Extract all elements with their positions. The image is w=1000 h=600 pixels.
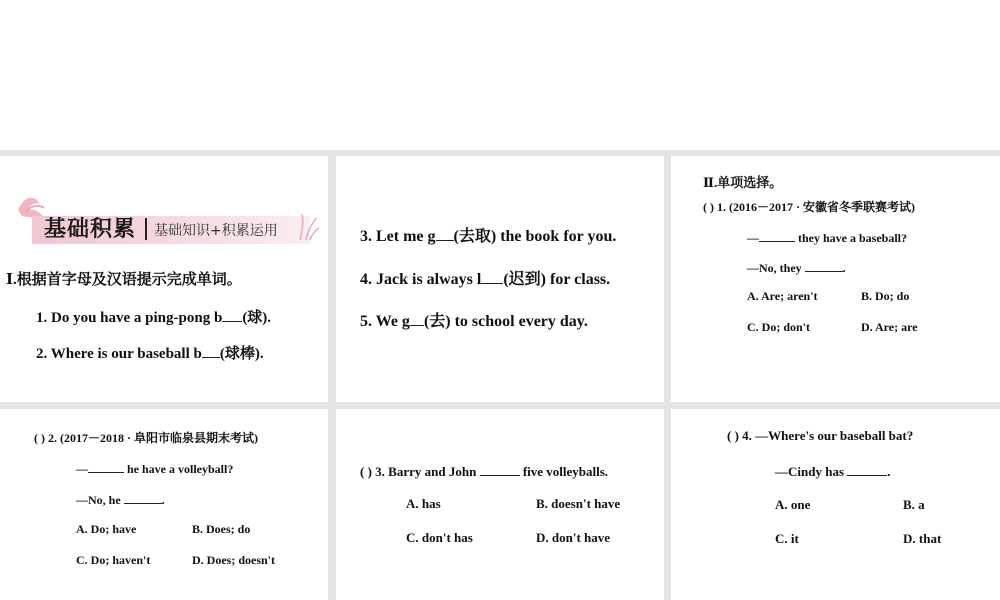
question-5: [360, 308, 588, 331]
mc-q1-header: [703, 198, 915, 215]
question-3-text: 3. Let me g: [360, 228, 436, 245]
panel-multiple-choice-q3: [336, 409, 664, 600]
mc-q1-line2: [747, 259, 846, 276]
answer-blank[interactable]: [222, 306, 242, 322]
answer-blank[interactable]: [805, 259, 843, 272]
mc-q3-option-b[interactable]: B. doesn't have: [536, 496, 621, 511]
question-5-text: 5. We g: [360, 313, 410, 330]
question-3-hint: (去取) the book for you.: [453, 228, 617, 245]
mc-q2-option-d[interactable]: D. Does; doesn't: [192, 553, 275, 567]
answer-blank[interactable]: [436, 224, 454, 241]
mc-q3-option-c[interactable]: C. don't has: [406, 530, 473, 545]
period: .: [887, 464, 891, 479]
panel-multiple-choice-q1: [671, 156, 1000, 402]
question-1: [36, 306, 271, 327]
mc-q4-stem: [727, 428, 913, 444]
question-4: [360, 266, 610, 289]
answer-blank[interactable]: [480, 462, 520, 476]
mc-q3-stem: [360, 462, 608, 480]
mc-q4-option-a[interactable]: A. one: [775, 497, 811, 512]
mc-q1-line2-text: —No, they: [747, 261, 805, 275]
answer-paren[interactable]: ( ): [34, 431, 45, 445]
question-1-hint: (球).: [242, 310, 272, 326]
panel-word-completion-continued: [336, 156, 664, 402]
answer-paren[interactable]: ( ): [703, 200, 714, 214]
banner-separator: [145, 218, 147, 240]
mc-q4-option-c[interactable]: C. it: [775, 531, 799, 546]
mc-q1-option-d[interactable]: D. Are; are: [861, 320, 918, 334]
panel-multiple-choice-q4: [671, 409, 1000, 600]
mc-q1-option-a[interactable]: A. Are; aren't: [747, 289, 818, 303]
mc-q2-line1-text: he have a volleyball?: [124, 462, 234, 476]
mc-q2-line2: [76, 491, 165, 508]
mc-q2-option-a[interactable]: A. Do; have: [76, 522, 137, 536]
question-2-text: 2. Where is our baseball b: [36, 346, 202, 362]
section-banner: [14, 190, 314, 248]
answer-blank[interactable]: [759, 229, 795, 242]
mc-q3-option-a[interactable]: A. has: [406, 496, 441, 511]
mc-q4-stem-text: 4. —Where's our baseball bat?: [742, 428, 914, 443]
mc-q4-line2: [775, 462, 891, 480]
section1-heading: Ⅰ.根据首字母及汉语提示完成单词。: [6, 272, 242, 288]
question-2-hint: (球棒).: [219, 346, 264, 362]
period: .: [842, 261, 846, 275]
mc-q2-label: 2. (2017－2018 · 阜阳市临泉县期末考试): [48, 431, 258, 445]
mc-q1-label: 1. (2016－2017 · 安徽省冬季联赛考试): [717, 200, 915, 214]
mc-q2-option-b[interactable]: B. Does; do: [192, 522, 251, 536]
answer-paren[interactable]: ( ): [360, 464, 372, 479]
mc-q1-line1-text: they have a baseball?: [795, 231, 908, 245]
dash: —: [76, 462, 88, 476]
mc-q1-option-c[interactable]: C. Do; don't: [747, 320, 811, 334]
mc-q2-line2-text: —No, he: [76, 493, 124, 507]
answer-blank[interactable]: [202, 342, 220, 358]
mc-q3-stem-end: five volleyballs.: [519, 464, 609, 479]
question-1-text: 1. Do you have a ping-pong b: [36, 310, 223, 326]
answer-blank[interactable]: [481, 267, 503, 284]
banner-subtitle: 基础知识+积累运用: [154, 223, 278, 239]
answer-blank[interactable]: [410, 309, 424, 326]
panel-basic-accumulation: [0, 156, 328, 402]
mc-q1-option-b[interactable]: B. Do; do: [861, 289, 910, 303]
question-4-text: 4. Jack is always l: [360, 271, 482, 288]
panel-multiple-choice-q2: [0, 409, 328, 600]
period: .: [161, 493, 165, 507]
mc-q3-stem-text: 3. Barry and John: [375, 464, 480, 479]
mc-q4-line2-text: —Cindy has: [775, 464, 848, 479]
answer-blank[interactable]: [847, 462, 887, 476]
question-2: [36, 342, 264, 363]
question-3: [360, 223, 616, 246]
question-5-hint: (去) to school every day.: [423, 313, 588, 330]
mc-q4-option-b[interactable]: B. a: [903, 497, 925, 512]
mc-q4-option-d[interactable]: D. that: [903, 531, 942, 546]
question-4-hint: (迟到) for class.: [503, 271, 611, 288]
answer-blank[interactable]: [124, 491, 162, 504]
grass-icon: [296, 210, 320, 240]
dash: —: [747, 231, 759, 245]
section2-heading: Ⅱ.单项选择。: [703, 175, 783, 190]
banner-title: 基础积累: [44, 217, 137, 242]
mc-q3-option-d[interactable]: D. don't have: [536, 530, 611, 545]
mc-q1-line1: [747, 229, 907, 246]
mc-q2-option-c[interactable]: C. Do; haven't: [76, 553, 151, 567]
mc-q2-line1: [76, 460, 233, 477]
answer-blank[interactable]: [88, 460, 124, 473]
mc-q2-header: [34, 429, 258, 446]
answer-paren[interactable]: ( ): [727, 428, 739, 443]
